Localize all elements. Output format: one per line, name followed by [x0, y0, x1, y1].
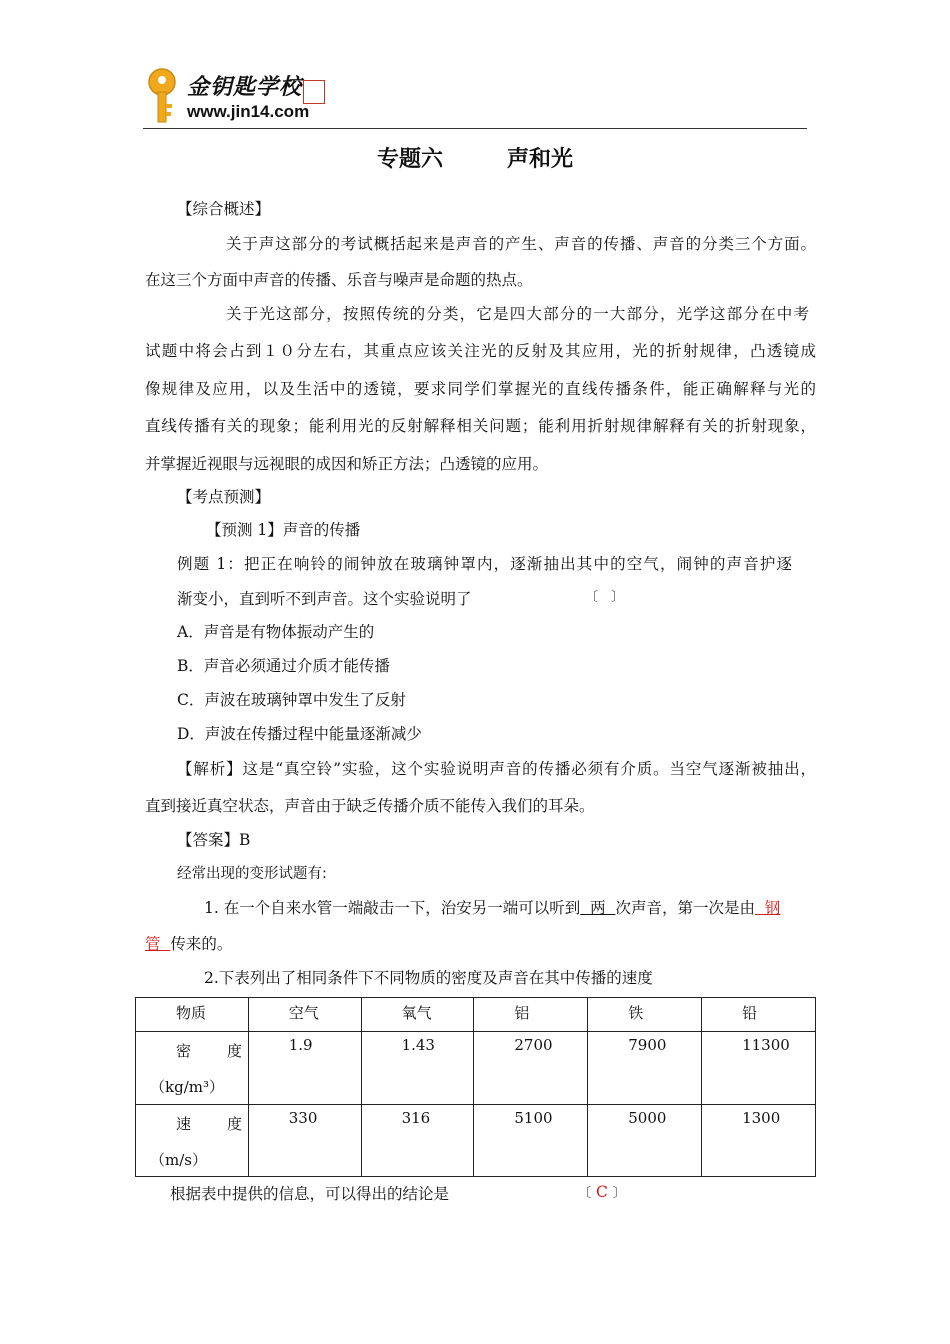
question-1-blank-1: 两 — [580, 899, 616, 917]
header-divider — [143, 128, 807, 129]
variants-heading: 经常出现的变形试题有: — [177, 866, 327, 882]
table-header-row — [136, 998, 816, 1032]
overview-heading: 【综合概述】 — [177, 200, 271, 218]
table-header-cell: 铅 — [702, 998, 816, 1032]
overview-p2-line4: 直线传播有关的现象；能利用光的反射解释相关问题；能利用折射规律解释有关的折射现象， — [145, 417, 816, 435]
conclusion-answer-letter: C — [595, 1183, 608, 1201]
table-cell: 5000 — [588, 1105, 702, 1177]
analysis-line2: 直到接近真空状态，声音由于缺乏传播介质不能传入我们的耳朵。 — [145, 797, 595, 815]
density-label-line1: 密 度 — [176, 1042, 242, 1060]
density-row-label — [136, 1032, 249, 1105]
table-header-cell: 铁 — [588, 998, 702, 1032]
density-speed-table — [135, 997, 816, 1177]
question-1-line1 — [204, 896, 780, 918]
example-line2: 渐变小，直到听不到声音。这个实验说明了 — [177, 590, 472, 608]
table-header-cell: 氧气 — [361, 998, 474, 1032]
overview-p1-line1: 关于声这部分的考试概括起来是声音的产生、声音的传播、声音的分类三个方面。 — [226, 235, 816, 253]
conclusion-answer — [578, 1182, 626, 1201]
title-part-1: 专题六 — [376, 147, 443, 172]
speed-row-label — [136, 1105, 249, 1177]
example-line1: 例题 1：把正在响铃的闹钟放在玻璃钟罩内，逐渐抽出其中的空气，闹钟的声音护逐 — [177, 555, 792, 573]
table-cell: 11300 — [702, 1032, 816, 1105]
speed-label-line1: 速 度 — [176, 1115, 242, 1133]
table-row-density — [136, 1032, 816, 1105]
table-cell: 5100 — [474, 1105, 588, 1177]
question-1-blank-2-part-b: 管 — [145, 935, 171, 953]
overview-p2-line2: 试题中将会占到１０分左右，其重点应该关注光的反射及其应用，光的折射规律，凸透镜成 — [145, 342, 816, 360]
forecast-heading: 【考点预测】 — [177, 488, 271, 506]
option-c: C．声波在玻璃钟罩中发生了反射 — [177, 691, 406, 709]
table-cell: 316 — [361, 1105, 474, 1177]
example-answer-bracket: 〔 〕 — [585, 590, 625, 605]
brand-name: 金钥匙学校 — [187, 75, 303, 100]
table-cell: 1.43 — [361, 1032, 474, 1105]
option-b: B．声音必须通过介质才能传播 — [177, 657, 390, 675]
answer-line: 【答案】B — [177, 831, 251, 849]
table-cell: 1.9 — [248, 1032, 361, 1105]
title-part-2: 声和光 — [507, 147, 574, 172]
table-cell: 330 — [248, 1105, 361, 1177]
key-logo-icon — [143, 68, 181, 126]
conclusion-bracket-close: 〕 — [612, 1186, 626, 1201]
conclusion-bracket-open: 〔 — [578, 1186, 592, 1201]
question-1-line2 — [145, 932, 232, 954]
brand-url: www.jin14.com — [187, 102, 310, 121]
table-row-speed — [136, 1105, 816, 1177]
density-label-line2: （kg/m³） — [150, 1078, 224, 1096]
question-1-text-a: 1. 在一个自来水管一端敲击一下，治安另一端可以听到 — [204, 899, 581, 917]
overview-p2-line1: 关于光这部分，按照传统的分类，它是四大部分的一大部分，光学这部分在中考 — [226, 305, 809, 323]
question-2: 2.下表列出了相同条件下不同物质的密度及声音在其中传播的速度 — [204, 969, 653, 987]
option-d: D．声波在传播过程中能量逐渐减少 — [177, 725, 422, 743]
conclusion-text: 根据表中提供的信息，可以得出的结论是 — [170, 1185, 450, 1203]
overview-p1-line2: 在这三个方面中声音的传播、乐音与噪声是命题的热点。 — [145, 271, 533, 289]
seal-stamp — [303, 80, 325, 104]
overview-p2-line5: 并掌握近视眼与远视眼的成因和矫正方法；凸透镜的应用。 — [145, 455, 549, 473]
question-1-text-b: 次声音，第一次是由 — [615, 899, 755, 917]
speed-label-line2: （m/s） — [150, 1151, 207, 1169]
table-header-cell: 空气 — [248, 998, 361, 1032]
overview-p2-line3: 像规律及应用，以及生活中的透镜，要求同学们掌握光的直线传播条件，能正确解释与光的 — [145, 380, 816, 398]
forecast-subheading: 【预测 1】声音的传播 — [206, 521, 361, 539]
header — [143, 66, 807, 130]
table-cell: 7900 — [588, 1032, 702, 1105]
table-cell: 1300 — [702, 1105, 816, 1177]
page-title — [0, 142, 950, 173]
question-1-text-c: 传来的。 — [170, 935, 233, 953]
option-a: A．声音是有物体振动产生的 — [177, 623, 375, 641]
table-header-cell: 铝 — [474, 998, 588, 1032]
table-header-cell: 物质 — [136, 998, 249, 1032]
analysis-line1: 【解析】这是“真空铃”实验，这个实验说明声音的传播必须有介质。当空气逐渐被抽出， — [177, 760, 816, 778]
table-cell: 2700 — [474, 1032, 588, 1105]
question-1-blank-2-part-a: 钢 — [754, 899, 781, 917]
